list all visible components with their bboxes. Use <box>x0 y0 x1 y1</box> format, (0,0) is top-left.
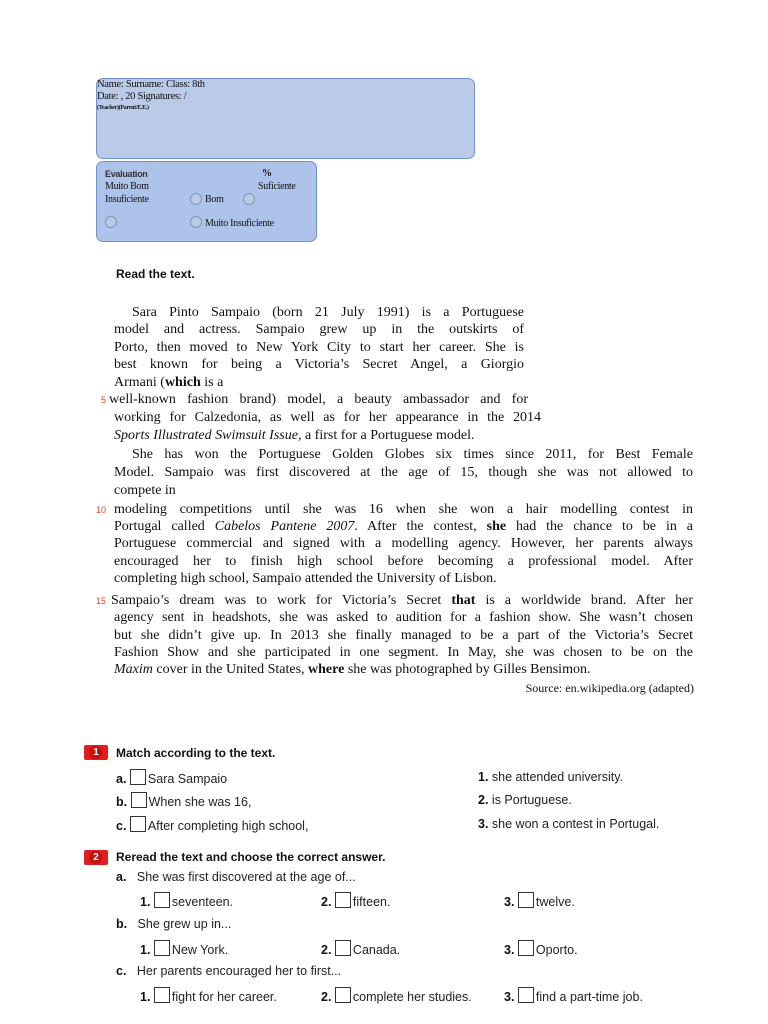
checkbox[interactable] <box>154 987 170 1003</box>
match-item-a: a. Sara Sampaio <box>116 769 227 786</box>
muito-insuficiente-radio[interactable] <box>190 216 202 228</box>
checkbox[interactable] <box>131 792 147 808</box>
text-line: Portuguese commercial and signed with a modelling agency. However, her parents always <box>114 536 693 551</box>
option-b3: 3. Oporto. <box>504 940 578 957</box>
checkbox[interactable] <box>335 987 351 1003</box>
exercise-2-title: Reread the text and choose the correct answer. <box>116 850 386 864</box>
option-a3: 3. twelve. <box>504 892 575 909</box>
text-line: Sara Pinto Sampaio (born 21 July 1991) is a Portuguese <box>132 305 524 320</box>
option-a2: 2. fifteen. <box>321 892 390 909</box>
text-line: Sports Illustrated Swimsuit Issue, a first for a Portuguese model. <box>114 428 475 443</box>
match-item-b: b. When she was 16, <box>116 792 251 809</box>
option-c1: 1. fight for her career. <box>140 987 277 1004</box>
suficiente-radio[interactable] <box>243 193 255 205</box>
checkbox[interactable] <box>154 940 170 956</box>
student-info-box <box>96 78 475 159</box>
question-a: a. She was first discovered at the age of... <box>116 870 356 884</box>
read-instruction: Read the text. <box>116 267 195 281</box>
option-b1: 1. New York. <box>140 940 228 957</box>
match-option-1: 1. she attended university. <box>478 770 624 784</box>
text-line: Fashion Show and she participated in one segment. In May, she was chosen to be on the <box>114 645 693 660</box>
source-citation: Source: en.wikipedia.org (adapted) <box>525 681 694 695</box>
checkbox[interactable] <box>518 987 534 1003</box>
insuficiente-radio[interactable] <box>105 216 117 228</box>
text-line: encouraged her to finish high school before becoming a professional model. After <box>114 554 693 569</box>
checkbox[interactable] <box>154 892 170 908</box>
text-line: but she didn’t give up. In 2013 she finally managed to be a part of the Victoria’s Secret <box>114 628 693 643</box>
insuficiente-label: Insuficiente <box>105 194 149 205</box>
text-line: model and actress. Sampaio grew up in the outskirts of <box>114 322 524 337</box>
text-line: Model. Sampaio was first discovered at the age of 15, though she was not allowed to <box>114 465 693 480</box>
text-line: well-known fashion brand) model, a beauty ambassador and for <box>109 392 528 407</box>
muito-bom-label: Muito Bom <box>105 181 149 192</box>
date-signatures-line: Date: , 20 Signatures: / <box>97 91 187 102</box>
text-line: completing high school, Sampaio attended the University of Lisbon. <box>114 571 497 586</box>
muito-insuficiente-label: Muito Insuficiente <box>205 218 274 229</box>
question-b: b. She grew up in... <box>116 917 232 931</box>
signature-roles-line: (Teacher)(Parent/E.E.) <box>97 105 149 111</box>
evaluation-title: Evaluation <box>105 169 148 179</box>
checkbox[interactable] <box>335 892 351 908</box>
question-c: c. Her parents encouraged her to first... <box>116 964 342 978</box>
text-line: Porto, then moved to New York City to start her career. She is <box>114 340 524 355</box>
checkbox[interactable] <box>518 940 534 956</box>
text-line: Maxim cover in the United States, where she was photographed by Gilles Bensimon. <box>114 662 591 677</box>
checkbox[interactable] <box>130 769 146 785</box>
checkbox[interactable] <box>335 940 351 956</box>
line-number: 15 <box>96 596 107 606</box>
text-line: working for Calzedonia, as well as for her appearance in the 2014 <box>114 410 541 425</box>
text-line: Portugal called Cabelos Pantene 2007. After the contest, she had the chance to be in a <box>114 519 693 534</box>
bom-label: Bom <box>205 194 224 205</box>
text-line: compete in <box>114 483 176 498</box>
option-b2: 2. Canada. <box>321 940 400 957</box>
option-c2: 2. complete her studies. <box>321 987 472 1004</box>
line-number: 5 <box>101 395 107 405</box>
text-line: modeling competitions until she was 16 when she won a hair modelling contest in <box>114 502 693 517</box>
checkbox[interactable] <box>518 892 534 908</box>
match-option-2: 2. is Portuguese. <box>478 793 572 807</box>
match-option-3: 3. she won a contest in Portugal. <box>478 817 660 831</box>
evaluation-box <box>96 161 317 242</box>
text-line: agency sent in headshots, she was asked to audition for a fashion show. She wasn’t chosen <box>114 610 693 625</box>
option-a1: 1. seventeen. <box>140 892 233 909</box>
percent-label: % <box>262 168 272 179</box>
text-line: She has won the Portuguese Golden Globes six times since 2011, for Best Female <box>132 447 693 462</box>
line-number: 10 <box>96 505 107 515</box>
suficiente-label: Suficiente <box>258 181 296 192</box>
exercise-1-badge: 1 <box>84 745 108 760</box>
text-line: Sampaio’s dream was to work for Victoria’s Secret that is a worldwide brand. After her <box>111 593 693 608</box>
checkbox[interactable] <box>130 816 146 832</box>
name-class-line: Name: Surname: Class: 8th <box>97 79 205 90</box>
bom-radio[interactable] <box>190 193 202 205</box>
exercise-1-title: Match according to the text. <box>116 746 276 760</box>
match-item-c: c. After completing high school, <box>116 816 308 833</box>
text-line: Armani (which is a <box>114 375 224 390</box>
exercise-2-badge: 2 <box>84 850 108 865</box>
option-c3: 3. find a part-time job. <box>504 987 643 1004</box>
text-line: best known for being a Victoria’s Secret Angel, a Giorgio <box>114 357 524 372</box>
